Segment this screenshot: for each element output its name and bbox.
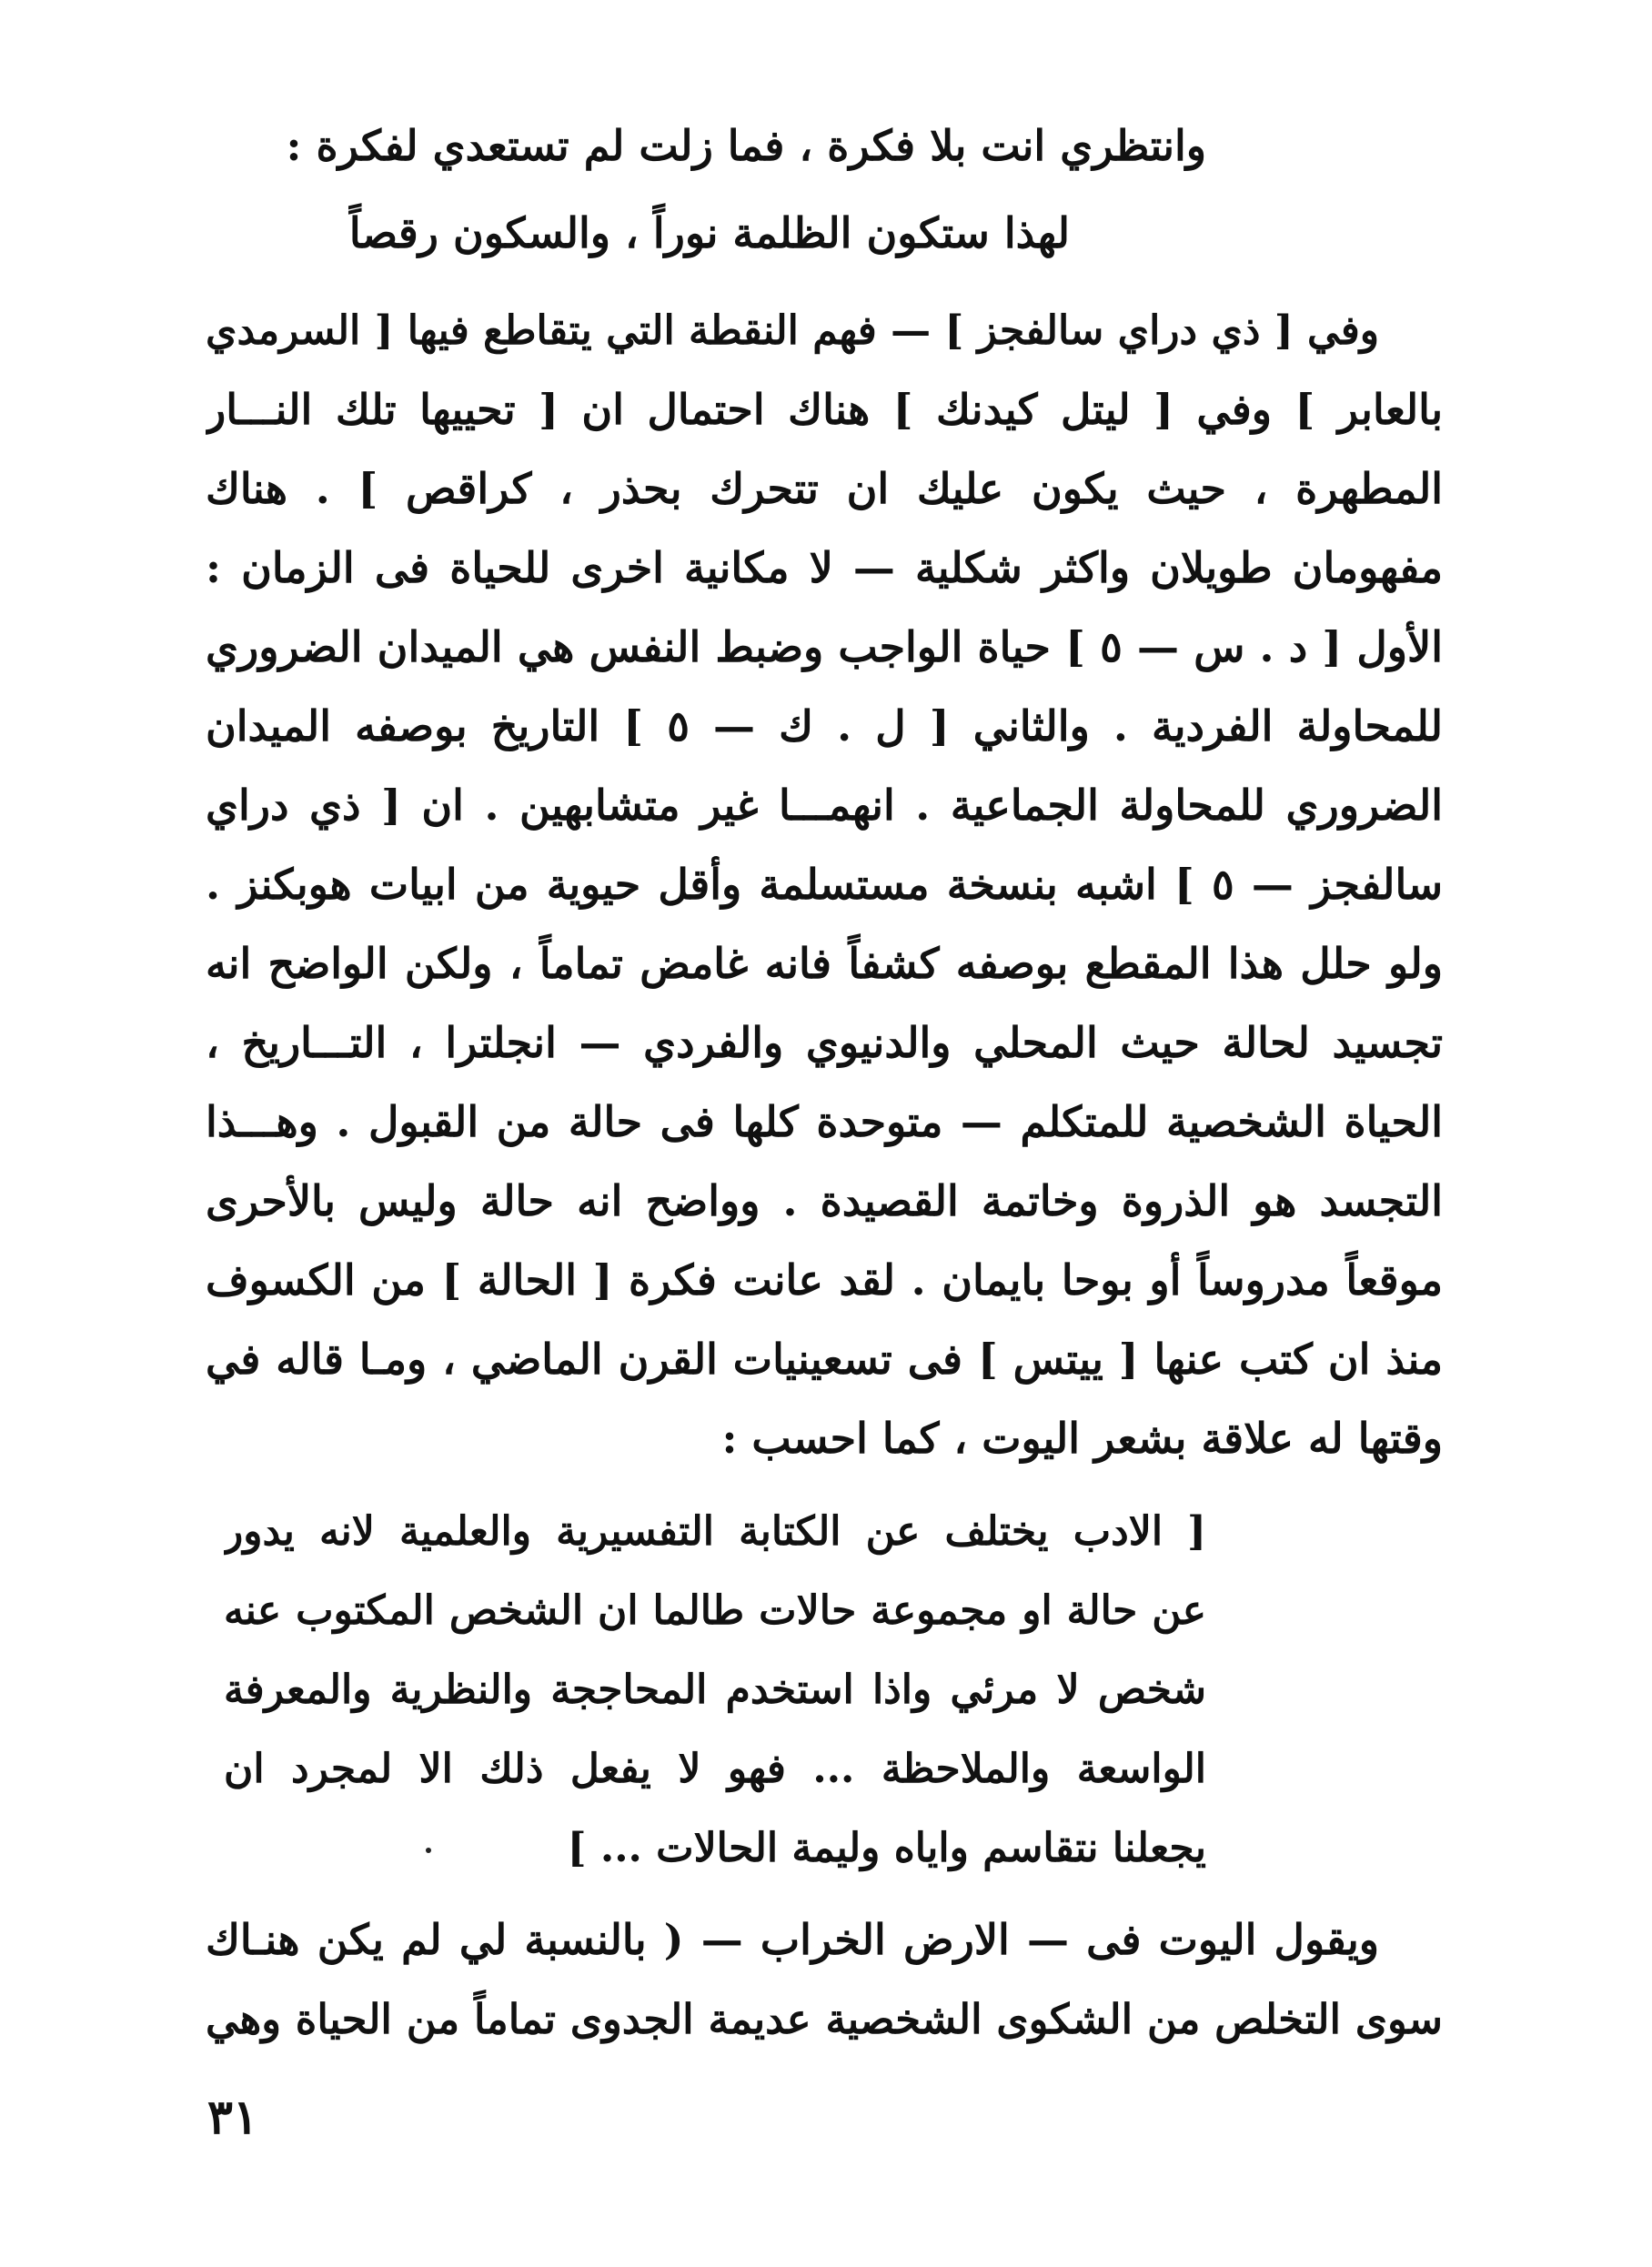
paragraph-line: المطهرة ، حيث يكون عليك ان تتحرك بحذر ، كراقص ] . هناك <box>206 464 1443 513</box>
paragraph-line: التجسد هو الذروة وخاتمة القصيدة . وواضح انه حالة وليس بالأحرى <box>206 1176 1443 1225</box>
body-paragraph-1 <box>206 291 1443 1478</box>
paragraph-line: تجسيد لحالة حيث المحلي والدنيوي والفردي — انجلترا ، التـــاريخ ، <box>206 1018 1443 1067</box>
paragraph-line: وفي [ ذي دراي سالفجز ] — فهم النقطة التي يتقاطع فيها [ السرمدي <box>206 307 1379 354</box>
paragraph-line: وقتها له علاقة بشعر اليوت ، كما احسب : <box>721 1414 1443 1463</box>
verse-line: وانتظري انت بلا فكرة ، فما زلت لم تستعدي لفكرة : <box>286 121 1206 170</box>
page-number: ٣١ <box>207 2090 258 2145</box>
quotation-line: عن حالة او مجموعة حالات طالما ان الشخص المكتوب عنه <box>224 1587 1206 1634</box>
paragraph-line: سوى التخلص من الشكوى الشخصية عديمة الجدوى تماماً من الحياة وهي <box>206 1995 1443 2043</box>
opening-verse <box>224 102 1206 277</box>
paragraph-line: بالعابر ] وفي [ ليتل كيدنك ] هناك احتمال ان [ تحييها تلك النـــار <box>206 385 1443 434</box>
paragraph-line: مفهومان طويلان واكثر شكلية — لا مكانية اخرى للحياة فى الزمان : <box>206 543 1443 592</box>
print-speck <box>426 1848 431 1853</box>
verse-line: لهذا ستكون الظلمة نوراً ، والسكون رقصاً <box>348 208 1070 257</box>
paragraph-line: منذ ان كتب عنها [ ييتس ] فى تسعينيات القرن الماضي ، ومـا قاله في <box>206 1335 1443 1384</box>
quotation-line: يجعلنا نتقاسم واياه وليمة الحالات ... ] <box>567 1825 1206 1871</box>
paragraph-line: الأول [ د . س — ٥ ] حياة الواجب وضبط النفس هي الميدان الضروري <box>206 622 1443 671</box>
paragraph-line: للمحاولة الفردية . والثاني [ ل . ك — ٥ ] التاريخ بوصفه الميدان <box>206 701 1443 751</box>
paragraph-line: الضروري للمحاولة الجماعية . انهمـــا غير متشابهين . ان [ ذي دراي <box>206 781 1443 830</box>
paragraph-line: الحياة الشخصية للمتكلم — متوحدة كلها فى حالة من القبول . وهـــذا <box>206 1097 1443 1146</box>
paragraph-line: موقعاً مدروساً أو بوحا بايمان . لقد عانت فكرة [ الحالة ] من الكسوف <box>206 1255 1443 1305</box>
block-quotation <box>224 1492 1206 1888</box>
quotation-line: شخص لا مرئي واذا استخدم المحاججة والنظرية والمعرفة <box>224 1667 1206 1713</box>
quotation-line: [ الادب يختلف عن الكتابة التفسيرية والعلمية لانه يدور <box>224 1508 1206 1555</box>
paragraph-line: سالفجز — ٥ ] اشبه بنسخة مستسلمة وأقل حيوية من ابيات هوبكنز . <box>206 860 1443 909</box>
paragraph-line: ولو حلل هذا المقطع بوصفه كشفاً فانه غامض تماماً ، ولكن الواضح انه <box>206 939 1443 988</box>
paragraph-line: ويقول اليوت فى — الارض الخراب — ( بالنسبة لي لم يكن هنـاك <box>206 1915 1379 1964</box>
body-paragraph-2 <box>206 1899 1443 2060</box>
quotation-line: الواسعة والملاحظة ... فهو لا يفعل ذلك الا لمجرد ان <box>224 1746 1206 1792</box>
